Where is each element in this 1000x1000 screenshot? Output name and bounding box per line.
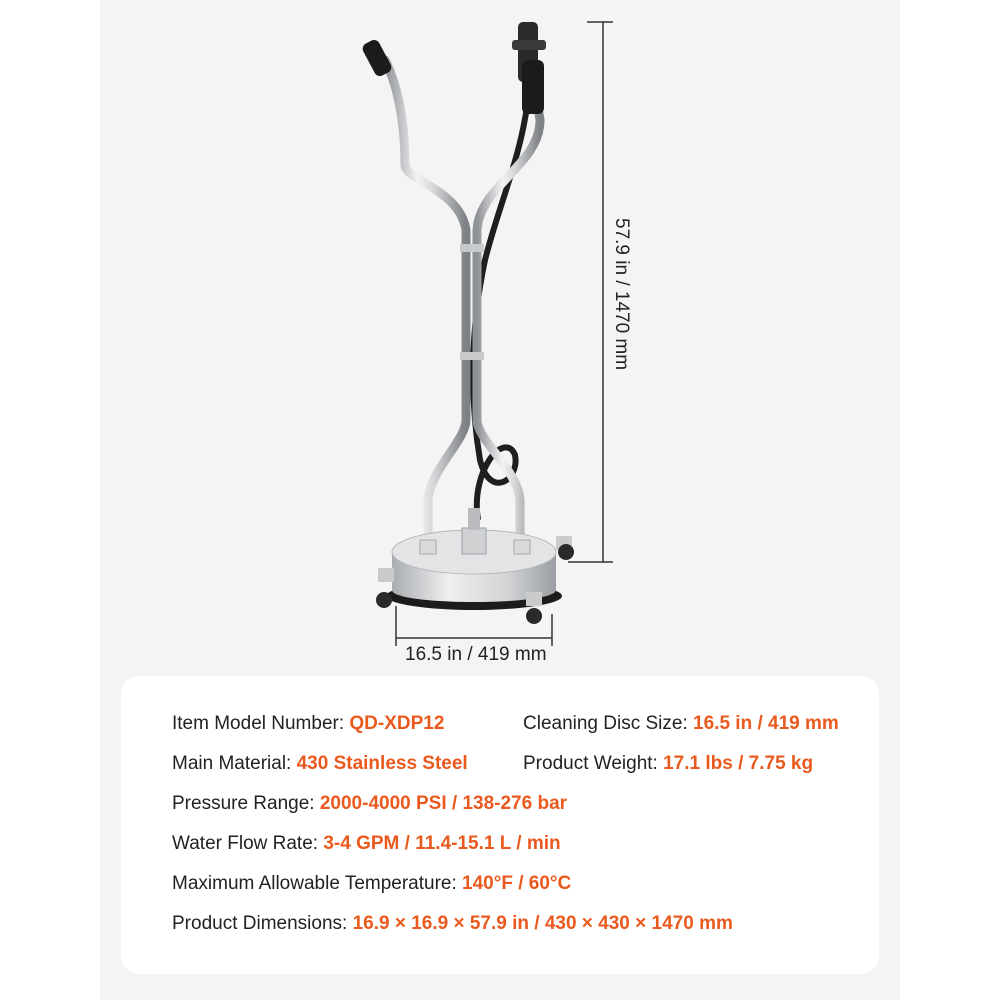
swivel-hub [462,528,486,554]
spec-flow-rate: Water Flow Rate: 3-4 GPM / 11.4-15.1 L / min [172,833,561,854]
height-dimension-line [568,22,613,562]
right-grip [522,60,544,114]
surface-cleaner-image [100,0,900,680]
width-dimension-label: 16.5 in / 419 mm [405,644,547,665]
left-handle-tube [385,60,466,545]
spec-dimensions: Product Dimensions: 16.9 × 16.9 × 57.9 in / 430 × 430 × 1470 mm [172,913,733,934]
spec-model: Item Model Number: QD-XDP12 [172,713,445,734]
spec-temperature: Maximum Allowable Temperature: 140°F / 60°C [172,873,572,894]
spec-pressure: Pressure Range: 2000-4000 PSI / 138-276 bar [172,793,568,814]
spec-weight: Product Weight: 17.1 lbs / 7.75 kg [523,753,814,774]
spec-material: Main Material: 430 Stainless Steel [172,753,468,774]
height-dimension-label: 57.9 in / 1470 mm [611,218,632,371]
clamp [460,244,484,252]
clamp [460,352,484,360]
spec-disc-size: Cleaning Disc Size: 16.5 in / 419 mm [523,713,839,734]
